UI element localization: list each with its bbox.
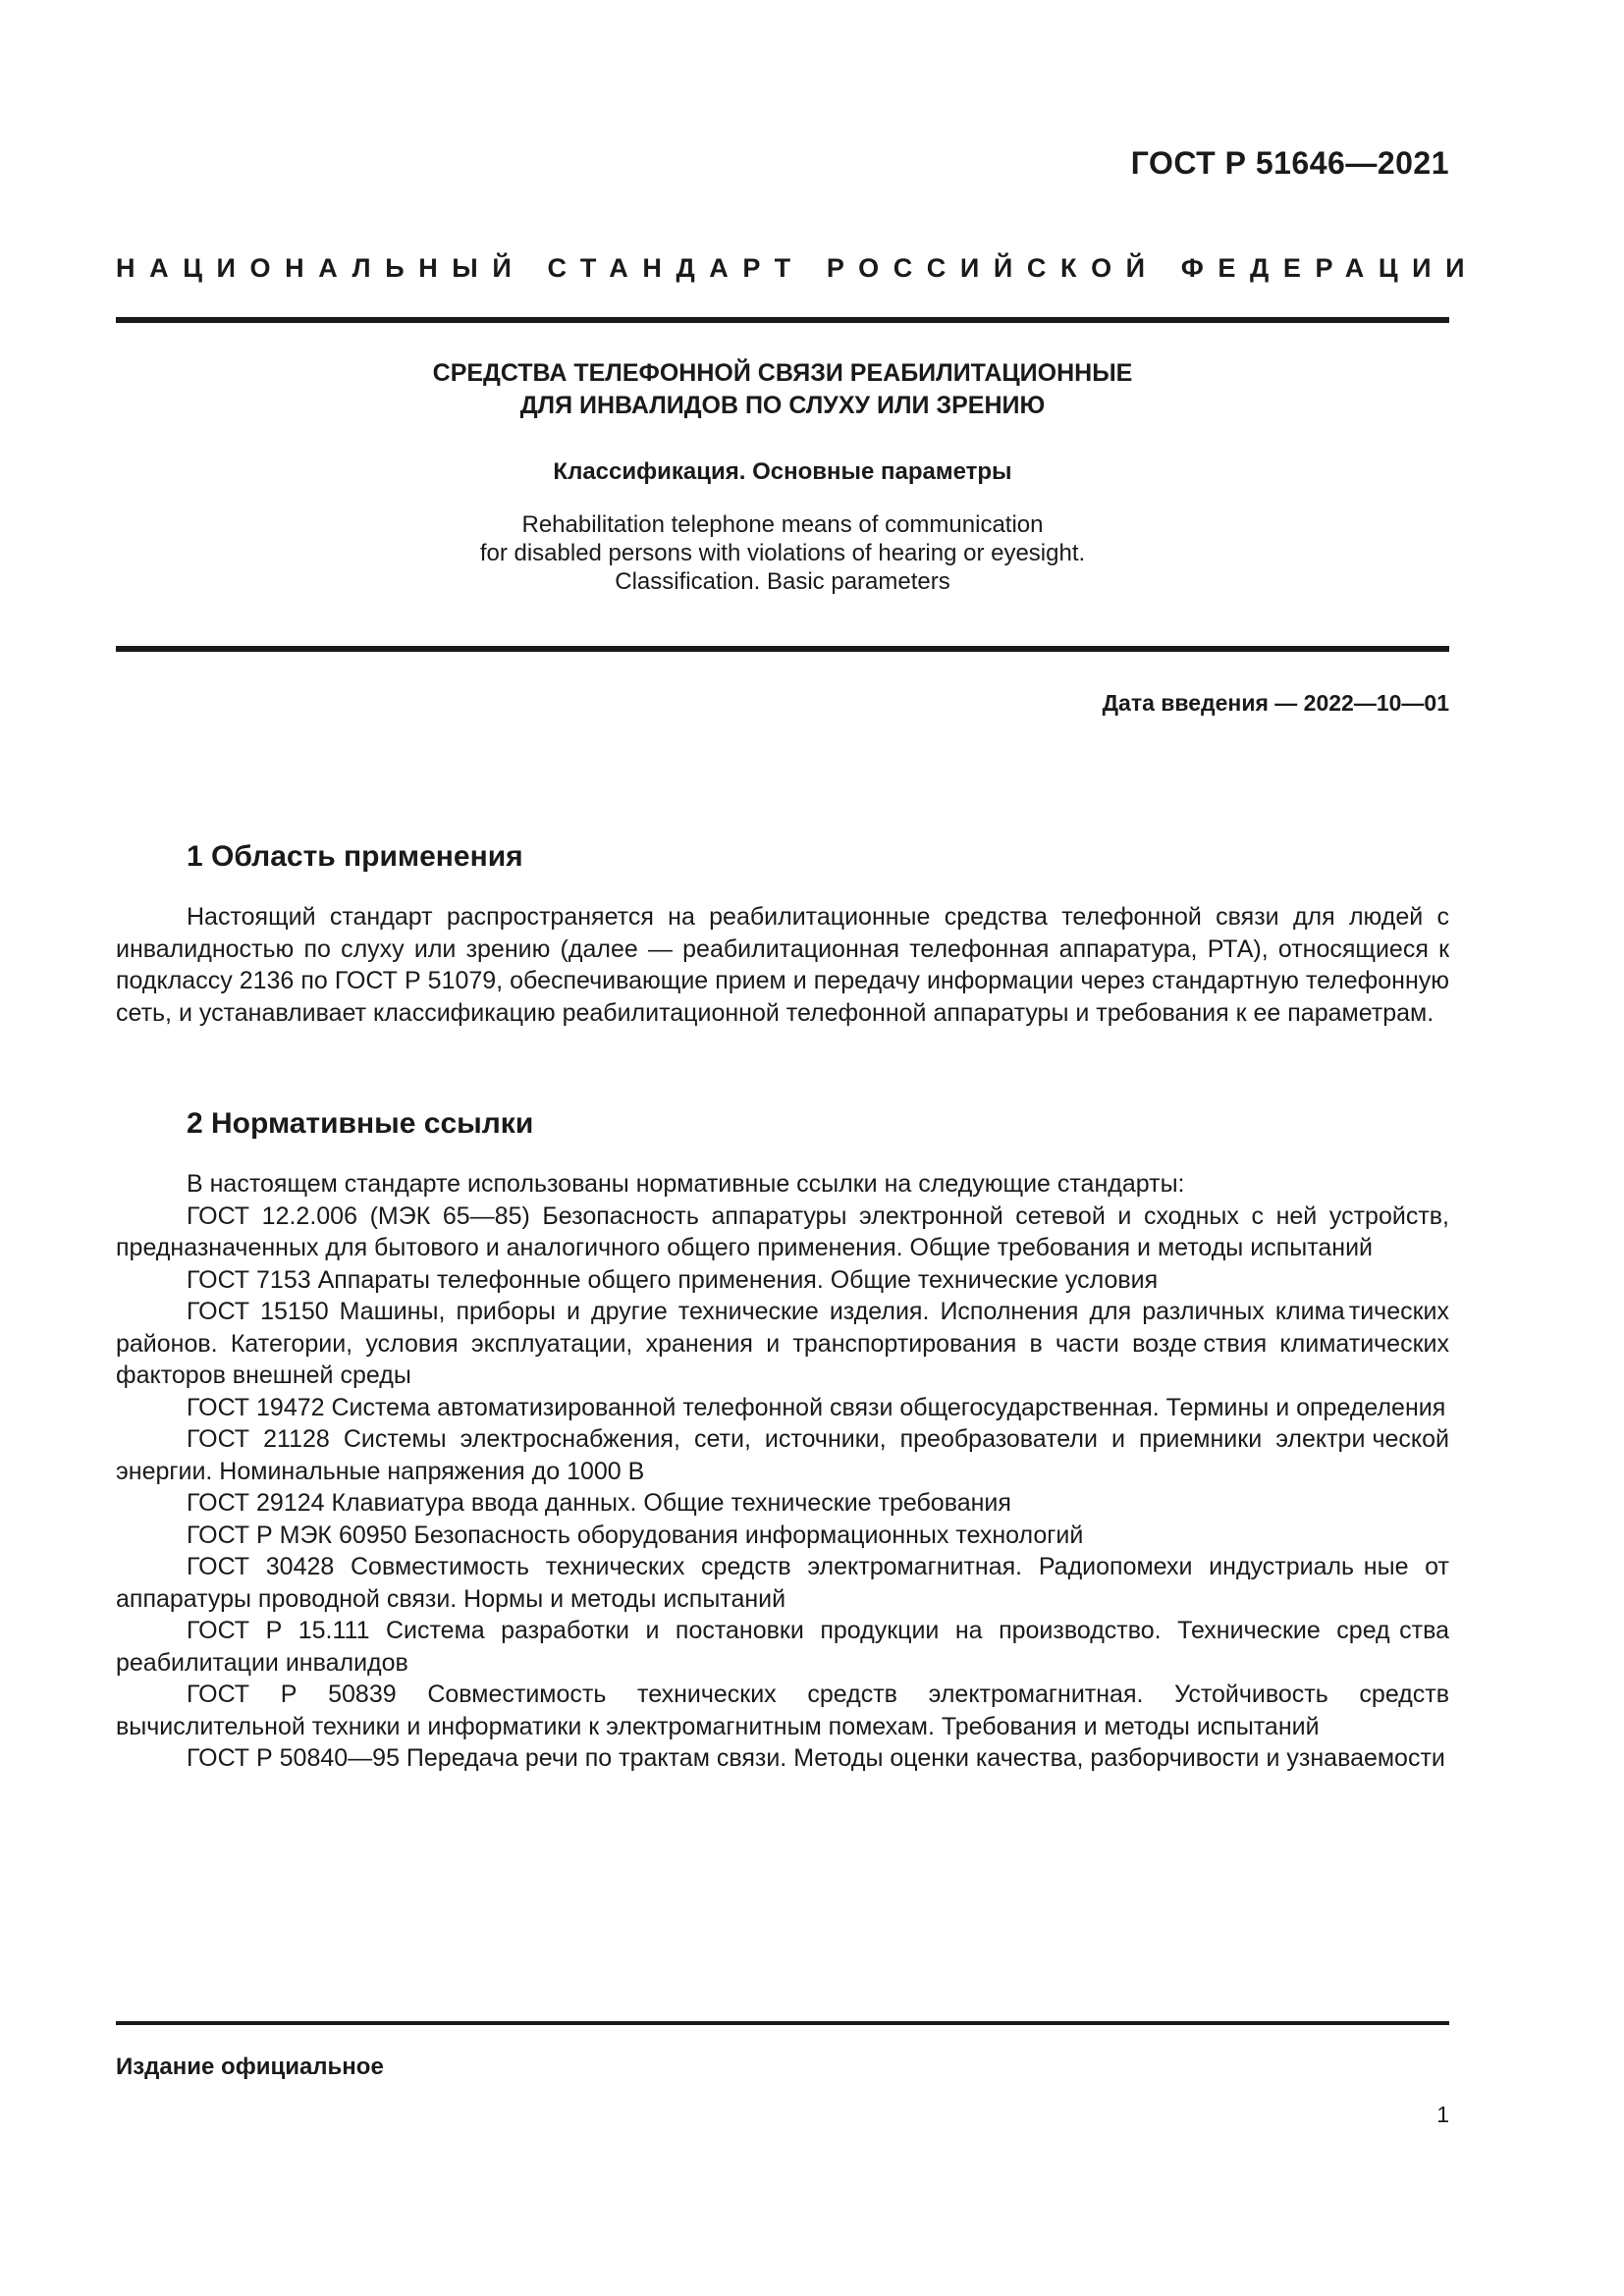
reference-line: узнаваемости: [1286, 1744, 1445, 1772]
reference-line: ГОСТ 30428 Совместимость технических средств электромагнитная. Радиопомехи индустриаль: [187, 1553, 1355, 1580]
reference-item: [116, 1487, 1449, 1520]
reference-line: ГОСТ 7153 Аппараты телефонные общего применения. Общие технические условия: [187, 1265, 1159, 1294]
reference-line: ГОСТ 29124 Клавиатура ввода данных. Общие технические требования: [187, 1489, 1011, 1517]
middle-rule: [116, 646, 1449, 652]
document-code: ГОСТ Р 51646—2021: [1130, 145, 1449, 181]
reference-item: [116, 1201, 1449, 1264]
reference-line: методы испытаний: [1157, 1234, 1374, 1261]
reference-line: ГОСТ Р МЭК 60950 Безопасность оборудования информационных технологий: [187, 1521, 1084, 1549]
reference-line: ные от аппаратуры проводной связи. Нормы и методы испытаний: [116, 1553, 1449, 1613]
reference-item: [116, 1296, 1449, 1392]
reference-item: [116, 1423, 1449, 1487]
reference-line: тических районов. Категории, условия эксплуатации, хранения и транспортирования в части возде: [116, 1298, 1449, 1358]
section-2-heading: 2 Нормативные ссылки: [187, 1107, 534, 1140]
russian-title-line-1: СРЕДСТВА ТЕЛЕФОННОЙ СВЯЗИ РЕАБИЛИТАЦИОННЫЕ: [432, 359, 1133, 387]
section-1-heading: 1 Область применения: [187, 840, 523, 873]
english-title: [116, 510, 1449, 596]
page-number: 1: [1436, 2102, 1449, 2127]
reference-line: ГОСТ 15150 Машины, приборы и другие технические изделия. Исполнения для различных клима: [187, 1298, 1345, 1325]
russian-title: [116, 357, 1449, 422]
official-edition-label: Издание официальное: [116, 2054, 384, 2080]
reference-line: ствия климатических факторов внешней среды: [116, 1329, 1449, 1389]
section-1-line: РТА), относящиеся к подклассу 2136 по ГОСТ Р 51079, обеспечивающие прием и передачу информации: [116, 934, 1450, 994]
national-standard-header: НАЦИОНАЛЬНЫЙ СТАНДАРТ РОССИЙСКОЙ ФЕДЕРАЦИИ: [116, 253, 1480, 283]
reference-item: [116, 1392, 1449, 1424]
reference-line: устройств, предназначенных для бытового и аналогичного общего применения. Общие требования и: [116, 1201, 1449, 1261]
reference-line: ГОСТ Р 15.111 Система разработки и постановки продукции на производство. Технические сред: [187, 1617, 1390, 1644]
reference-line: ГОСТ Р 50839 Совместимость технических средств электромагнитная. Устойчивость средств: [187, 1681, 1449, 1708]
reference-item: [116, 1264, 1449, 1297]
section-1-line: аппаратуры и требования к ее параметрам.: [933, 998, 1435, 1027]
section-2-intro: В настоящем стандарте использованы нормативные ссылки на следующие стандарты:: [187, 1170, 1185, 1198]
reference-line: ГОСТ 21128 Системы электроснабжения, сети, источники, преобразователи и приемники электри: [187, 1425, 1366, 1453]
reference-item: [116, 1742, 1449, 1775]
section-2-body: [116, 1168, 1449, 1775]
reference-line: и определения: [1275, 1393, 1446, 1421]
english-title-line-3: Classification. Basic parameters: [615, 568, 950, 595]
section-1-line: Настоящий стандарт распространяется на реабилитационные средства телефонной связи для: [187, 903, 1335, 931]
russian-subtitle: Классификация. Основные параметры: [553, 458, 1012, 485]
section-1-line: через стандартную телефонную сеть, и устанавливает классификацию реабилитационной телефонной: [116, 967, 1450, 1027]
section-1-body: [116, 901, 1449, 1029]
reference-line: ГОСТ Р 50840—95 Передача речи по трактам связи. Методы оценки качества, разборчивости и: [187, 1744, 1280, 1772]
title-block: [116, 357, 1449, 596]
reference-item: [116, 1551, 1449, 1615]
introduction-date: Дата введения — 2022—10—01: [1102, 690, 1449, 716]
reference-item: [116, 1615, 1449, 1679]
reference-line: вычислительной техники и информатики к электромагнитным помехам. Требования и методы испы: [116, 1712, 1254, 1740]
reference-item: [116, 1520, 1449, 1552]
document-page: [116, 0, 1480, 2296]
reference-line: ГОСТ 12.2.006 (МЭК 65—85) Безопасность аппаратуры электронной сетевой и сходных с ней: [187, 1201, 1318, 1230]
reference-line: ческой энергии. Номинальные напряжения до 1000 В: [116, 1425, 1449, 1485]
english-title-line-1: Rehabilitation telephone means of communication: [521, 511, 1044, 538]
top-rule: [116, 317, 1449, 323]
russian-title-line-2: ДЛЯ ИНВАЛИДОВ ПО СЛУХУ ИЛИ ЗРЕНИЮ: [519, 392, 1046, 419]
reference-line: ства реабилитации инвалидов: [116, 1617, 1450, 1677]
bottom-rule: [116, 2021, 1449, 2025]
reference-item: [116, 1679, 1449, 1742]
reference-line: таний: [1253, 1712, 1320, 1740]
reference-line: ГОСТ 19472 Система автоматизированной телефонной связи общегосударственная. Термины: [187, 1393, 1270, 1421]
english-title-line-2: for disabled persons with violations of hearing or eyesight.: [479, 540, 1086, 566]
section-1-line: людей с инвалидностью по слуху или зрению (далее — реабилитационная телефонная аппаратура,: [116, 903, 1449, 963]
section-1-paragraph: [116, 901, 1449, 1029]
